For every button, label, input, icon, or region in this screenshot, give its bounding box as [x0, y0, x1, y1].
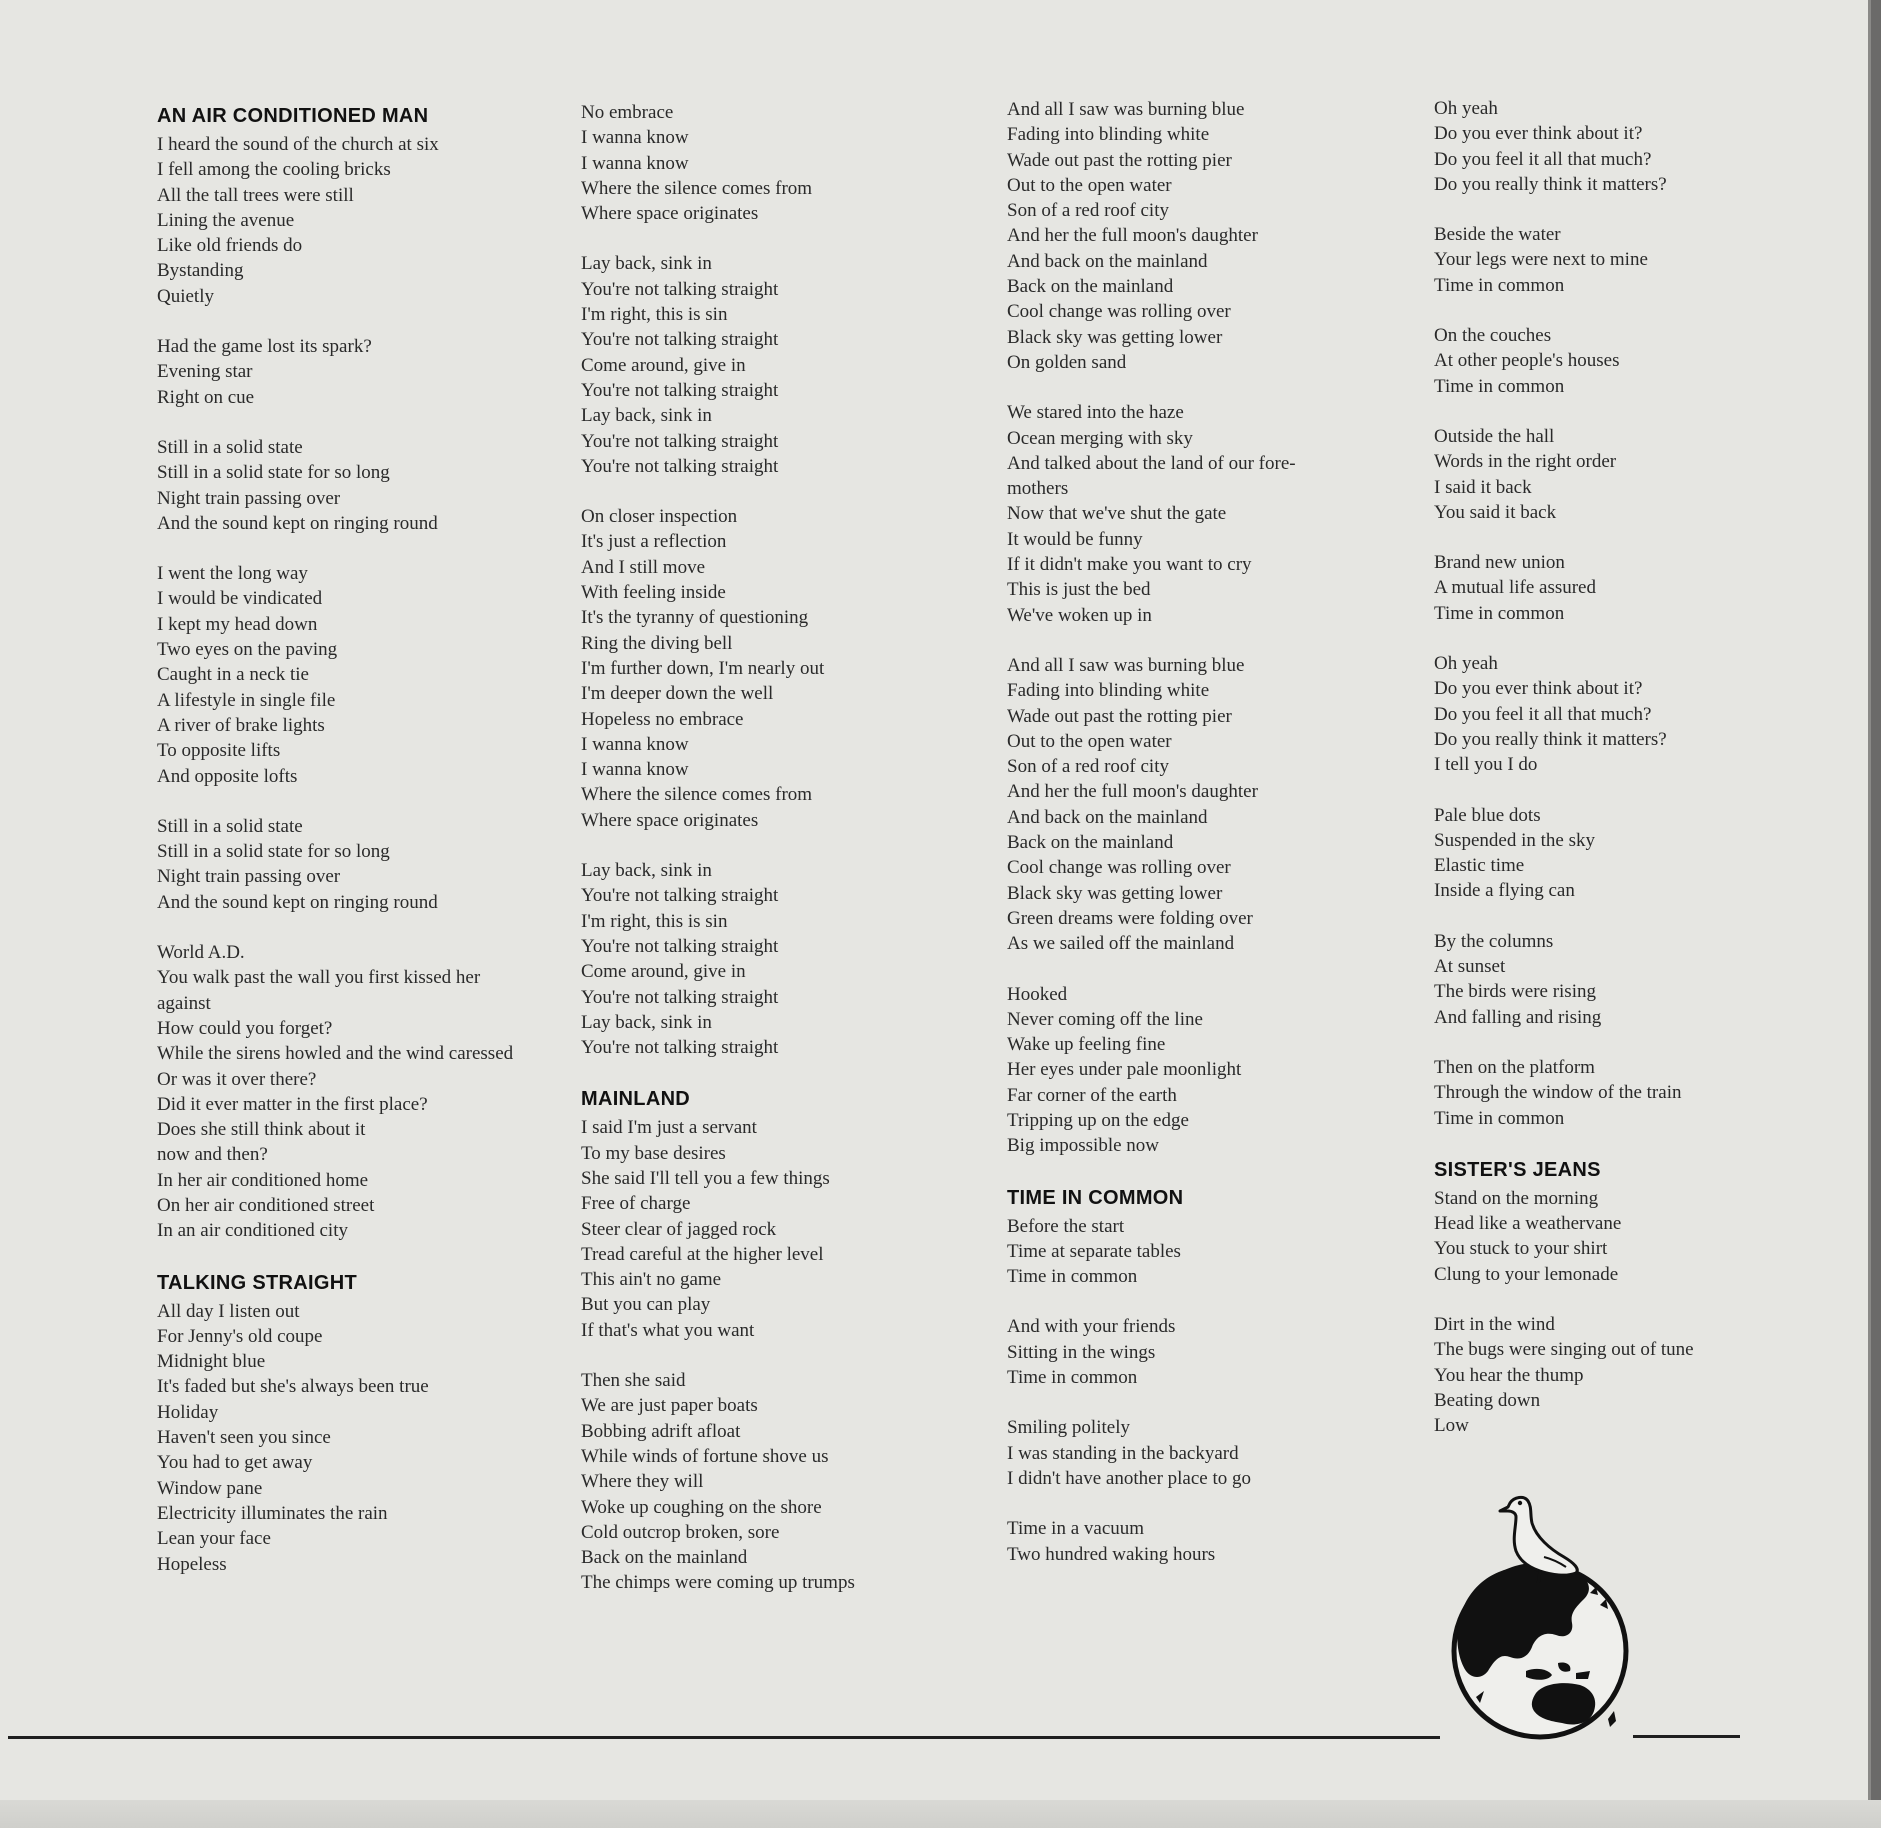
lyric-line: With feeling inside [581, 582, 726, 604]
stanza [581, 858, 941, 1060]
lyric-line: Black sky was getting lower [1007, 326, 1223, 348]
song-title-mainland: MAINLAND [581, 1088, 691, 1111]
song-title-air-conditioned-man: AN AIR CONDITIONED MAN [157, 105, 429, 127]
lyric-line: Hopeless no embrace [581, 708, 744, 730]
lyric-line: Still in a solid state for so long [157, 841, 390, 863]
lyric-line: I said it back [1434, 476, 1532, 498]
lyric-line: And back on the mainland [1007, 250, 1208, 272]
lyric-line: Back on the mainland [1007, 832, 1174, 854]
stanza [1434, 96, 1764, 197]
lyric-line: You're not talking straight [581, 885, 779, 907]
lyric-line: Does she still think about it [157, 1119, 366, 1141]
stanza [1007, 97, 1387, 375]
lyric-line: Cool change was rolling over [1007, 857, 1231, 879]
lyric-line: It would be funny [1007, 528, 1143, 550]
lyric-line: Smiling politely [1007, 1417, 1130, 1439]
song-title-sisters-jeans: SISTER'S JEANS [1434, 1158, 1601, 1181]
lyric-line: Lay back, sink in [581, 405, 712, 427]
lyric-line: Where space originates [581, 203, 759, 225]
lyric-line: Where space originates [581, 809, 759, 831]
stanza [581, 504, 941, 833]
lyric-line: I wanna know [581, 759, 689, 781]
lyric-line: You're not talking straight [581, 379, 779, 401]
lyric-line: If that's what you want [581, 1319, 755, 1341]
lyric-line: We are just paper boats [581, 1395, 758, 1417]
lyric-line: All day I listen out [157, 1300, 300, 1322]
lyric-line: This ain't no game [581, 1269, 722, 1291]
lyric-line: Head like a weathervane [1434, 1213, 1622, 1235]
lyric-line: At sunset [1434, 956, 1506, 978]
lyric-line: As we sailed off the mainland [1007, 933, 1235, 955]
lyric-line: Sitting in the wings [1007, 1341, 1156, 1363]
lyric-line: Midnight blue [157, 1351, 266, 1373]
lyric-line: Come around, give in [581, 961, 746, 983]
column-3 [1007, 97, 1387, 1589]
lyric-line: Time in common [1007, 1266, 1138, 1288]
lyric-line: You're not talking straight [581, 430, 779, 452]
lyric-line: Do you really think it matters? [1434, 728, 1667, 750]
lyric-line: Still in a solid state [157, 815, 303, 837]
lyric-line: You're not talking straight [581, 278, 779, 300]
stanza [1434, 929, 1764, 1030]
lyric-line: Time in common [1434, 274, 1565, 296]
lyric-line: And all I saw was burning blue [1007, 654, 1245, 676]
lyric-line: Quietly [157, 285, 214, 307]
lyric-line: I'm right, this is sin [581, 304, 728, 326]
stanza [581, 1368, 941, 1596]
lyric-line: Electricity illuminates the rain [157, 1502, 388, 1524]
lyric-line: I didn't have another place to go [1007, 1467, 1252, 1489]
lyric-line: The birds were rising [1434, 981, 1596, 1003]
lyric-line: The bugs were singing out of tune [1434, 1339, 1694, 1361]
lyric-line: I'm right, this is sin [581, 910, 728, 932]
lyric-line: I said I'm just a servant [581, 1117, 757, 1139]
lyric-line: now and then? [157, 1144, 268, 1166]
lyric-line: Lean your face [157, 1528, 271, 1550]
column-1 [157, 102, 517, 1599]
lyric-line: Green dreams were folding over [1007, 907, 1253, 929]
lyric-line: And talked about the land of our fore-mothers [1007, 452, 1296, 500]
lyric-line: At other people's houses [1434, 350, 1620, 372]
lyric-line: Her eyes under pale moonlight [1007, 1059, 1242, 1081]
lyric-line: Where they will [581, 1471, 704, 1493]
column-4 [1434, 96, 1764, 1460]
lyric-line: Bystanding [157, 260, 244, 282]
lyric-line: Time in a vacuum [1007, 1518, 1145, 1540]
stanza [1007, 1214, 1387, 1290]
lyric-line: We stared into the haze [1007, 402, 1184, 424]
lyric-line: Bobbing adrift afloat [581, 1420, 741, 1442]
lyric-line: You're not talking straight [581, 935, 779, 957]
lyric-line: And all I saw was burning blue [1007, 99, 1245, 120]
stanza [581, 100, 941, 226]
lyric-line: You walk past the wall you first kissed her against [157, 967, 481, 1014]
lyric-line: Steer clear of jagged rock [581, 1218, 777, 1240]
lyric-line: Where the silence comes from [581, 784, 813, 806]
lyric-line: You're not talking straight [581, 1037, 779, 1059]
lyric-line: Evening star [157, 361, 253, 383]
footer-rule-left [8, 1736, 1440, 1739]
stanza [1434, 1186, 1764, 1287]
lyric-line: Still in a solid state for so long [157, 462, 390, 484]
lyric-line: Before the start [1007, 1215, 1125, 1237]
lyric-line: Do you feel it all that much? [1434, 148, 1652, 170]
lyric-line: And the sound kept on ringing round [157, 512, 438, 534]
stanza [1434, 1312, 1764, 1438]
lyric-line: And falling and rising [1434, 1006, 1602, 1028]
lyric-line: Outside the hall [1434, 425, 1555, 447]
lyric-line: You're not talking straight [581, 455, 779, 477]
stanza [1007, 653, 1387, 957]
lyric-line: Do you ever think about it? [1434, 678, 1643, 700]
lyric-line: And I still move [581, 556, 706, 578]
lyric-line: Lay back, sink in [581, 860, 712, 882]
lyric-line: This is just the bed [1007, 579, 1151, 601]
lyric-line: Window pane [157, 1477, 263, 1499]
lyric-line: You're not talking straight [581, 329, 779, 351]
lyric-line: You're not talking straight [581, 986, 779, 1008]
lyric-line: Dirt in the wind [1434, 1313, 1555, 1335]
stanza [1434, 651, 1764, 777]
lyric-line: World A.D. [157, 942, 245, 964]
lyric-line: Stand on the morning [1434, 1187, 1599, 1209]
lyric-line: Fading into blinding white [1007, 124, 1210, 146]
lyric-line: On golden sand [1007, 351, 1127, 373]
lyric-line: Lay back, sink in [581, 1011, 712, 1033]
lyric-line: Wake up feeling fine [1007, 1034, 1166, 1056]
lyric-line: Still in a solid state [157, 436, 303, 458]
song-title-time-in-common: TIME IN COMMON [1007, 1186, 1184, 1209]
lyric-line: Two hundred waking hours [1007, 1543, 1216, 1565]
lyric-line: Do you really think it matters? [1434, 173, 1667, 195]
lyric-line: Haven't seen you since [157, 1427, 331, 1449]
lyric-line: Pale blue dots [1434, 804, 1541, 826]
lyric-line: Ocean merging with sky [1007, 427, 1193, 449]
lyric-line: You had to get away [157, 1452, 313, 1474]
globe-icon [1454, 1565, 1626, 1737]
lyric-line: I wanna know [581, 733, 689, 755]
lyric-line: I wanna know [581, 127, 689, 149]
lyric-line: Clung to your lemonade [1434, 1263, 1619, 1285]
lyric-line: Two eyes on the paving [157, 639, 338, 661]
lyric-line: Then she said [581, 1370, 686, 1392]
lyric-line: Now that we've shut the gate [1007, 503, 1227, 525]
lyric-line: Beside the water [1434, 224, 1561, 246]
lyric-line: Tripping up on the edge [1007, 1109, 1189, 1131]
lyric-line: And back on the mainland [1007, 806, 1208, 828]
stanza [1007, 1415, 1387, 1491]
lyric-line: Then on the platform [1434, 1056, 1595, 1078]
lyric-line: Out to the open water [1007, 174, 1172, 196]
lyric-line: Far corner of the earth [1007, 1084, 1177, 1106]
lyric-line: Brand new union [1434, 552, 1565, 574]
lyric-line: Cool change was rolling over [1007, 301, 1231, 323]
lyric-line: Night train passing over [157, 866, 341, 888]
stanza [157, 940, 517, 1244]
lyric-line: To opposite lifts [157, 740, 281, 762]
lyric-line: And the sound kept on ringing round [157, 891, 438, 913]
stanza [1007, 982, 1387, 1159]
lyric-line: Big impossible now [1007, 1135, 1160, 1157]
lyric-line: I kept my head down [157, 613, 318, 635]
lyric-line: How could you forget? [157, 1017, 333, 1039]
stanza [1434, 323, 1764, 399]
song-title-talking-straight: TALKING STRAIGHT [157, 1271, 357, 1294]
lyric-line: Hopeless [157, 1553, 227, 1575]
stanza [1007, 400, 1387, 628]
lyric-line: Your legs were next to mine [1434, 249, 1648, 271]
lyric-line: Elastic time [1434, 855, 1525, 877]
lyric-line: Caught in a neck tie [157, 664, 309, 686]
lyric-line: Do you feel it all that much? [1434, 703, 1652, 725]
lyric-line: By the columns [1434, 930, 1554, 952]
lyric-line: No embrace [581, 102, 674, 123]
lyric-line: Ring the diving bell [581, 632, 733, 654]
lyric-line: You hear the thump [1434, 1364, 1584, 1386]
lyric-line: It's the tyranny of questioning [581, 607, 809, 629]
lyric-line: Son of a red roof city [1007, 200, 1169, 222]
lyric-line: Or was it over there? [157, 1068, 317, 1090]
stanza [581, 251, 941, 479]
lyric-line: A lifestyle in single file [157, 689, 336, 711]
lyric-line: On closer inspection [581, 506, 738, 528]
lyric-line: Never coming off the line [1007, 1008, 1203, 1030]
lyric-line: Did it ever matter in the first place? [157, 1093, 428, 1115]
stanza [157, 435, 517, 536]
stanza [1434, 222, 1764, 298]
lyric-line: Time in common [1434, 375, 1565, 397]
lyric-line: I fell among the cooling bricks [157, 159, 391, 181]
lyric-line: All the tall trees were still [157, 184, 354, 206]
lyric-line: Time in common [1434, 602, 1565, 624]
lyric-line: The chimps were coming up trumps [581, 1572, 855, 1594]
lyric-line: Time in common [1007, 1367, 1138, 1389]
lyric-line: Holiday [157, 1401, 219, 1423]
lyric-line: You said it back [1434, 501, 1557, 523]
lyric-line: Wade out past the rotting pier [1007, 149, 1232, 171]
lyric-line: I'm further down, I'm nearly out [581, 657, 825, 679]
lyric-line: On her air conditioned street [157, 1194, 375, 1216]
stanza [581, 1115, 941, 1343]
lyric-line: Where the silence comes from [581, 177, 813, 199]
lyric-line: I tell you I do [1434, 754, 1538, 776]
lyric-line: We've woken up in [1007, 604, 1152, 626]
lyric-line: To my base desires [581, 1142, 726, 1164]
stanza [157, 814, 517, 915]
lyric-line: Tread careful at the higher level [581, 1243, 824, 1265]
lyric-line: And her the full moon's daughter [1007, 225, 1258, 247]
lyric-line: Lay back, sink in [581, 253, 712, 275]
lyric-line: A river of brake lights [157, 714, 325, 736]
lyric-line: I'm deeper down the well [581, 683, 774, 705]
lyric-line: Like old friends do [157, 235, 303, 257]
lyric-line: I was standing in the backyard [1007, 1442, 1239, 1464]
stanza [157, 132, 517, 309]
lyric-line: It's just a reflection [581, 531, 727, 553]
stanza [157, 561, 517, 789]
lyric-line: And her the full moon's daughter [1007, 781, 1258, 803]
lyric-line: You stuck to your shirt [1434, 1238, 1608, 1260]
lyric-line: Words in the right order [1434, 451, 1617, 473]
lyric-line: I went the long way [157, 563, 308, 585]
lyric-line: For Jenny's old coupe [157, 1325, 323, 1347]
stanza [1434, 424, 1764, 525]
lyric-line: Inside a flying can [1434, 880, 1575, 902]
lyric-line: Right on cue [157, 386, 255, 408]
lyric-line: Free of charge [581, 1193, 691, 1215]
lyric-line: She said I'll tell you a few things [581, 1167, 830, 1189]
lyric-line: It's faded but she's always been true [157, 1376, 429, 1398]
lyric-line: I heard the sound of the church at six [157, 134, 439, 155]
stanza [1434, 1055, 1764, 1131]
lyric-line: Black sky was getting lower [1007, 882, 1223, 904]
lyric-line: I wanna know [581, 152, 689, 174]
lyric-line: Do you ever think about it? [1434, 123, 1643, 145]
lyric-line: In an air conditioned city [157, 1220, 348, 1242]
stanza [1007, 1516, 1387, 1567]
lyric-line: Son of a red roof city [1007, 756, 1169, 778]
lyric-line: In her air conditioned home [157, 1169, 369, 1191]
lyric-line: On the couches [1434, 325, 1552, 347]
lyric-line: A mutual life assured [1434, 577, 1596, 599]
lyric-line: Through the window of the train [1434, 1082, 1682, 1104]
lyric-line: Fading into blinding white [1007, 680, 1210, 702]
lyric-line: Time at separate tables [1007, 1240, 1181, 1262]
lyric-line: Oh yeah [1434, 98, 1498, 119]
lyric-line: Beating down [1434, 1389, 1541, 1411]
lyric-line: But you can play [581, 1294, 711, 1316]
stanza [157, 1299, 517, 1577]
lyric-line: Had the game lost its spark? [157, 336, 372, 358]
lyric-line: While winds of fortune shove us [581, 1445, 829, 1467]
bird-on-globe-logo [1440, 1475, 1640, 1755]
footer-rule-right [1633, 1735, 1740, 1738]
stanza [1434, 803, 1764, 904]
lyric-line: If it didn't make you want to cry [1007, 554, 1252, 576]
stanza [1007, 1314, 1387, 1390]
stanza [1434, 550, 1764, 626]
lyric-line: Hooked [1007, 983, 1068, 1005]
lyric-line: Back on the mainland [1007, 276, 1174, 298]
lyric-line: Time in common [1434, 1107, 1565, 1129]
sheet-edge [0, 1800, 1881, 1828]
lyric-line: Oh yeah [1434, 653, 1498, 675]
lyric-line: I would be vindicated [157, 588, 323, 610]
lyric-line: Night train passing over [157, 487, 341, 509]
lyric-line: While the sirens howled and the wind caressed [157, 1043, 514, 1065]
lyric-line: Wade out past the rotting pier [1007, 705, 1232, 727]
lyric-line: Low [1434, 1415, 1469, 1437]
lyric-line: Come around, give in [581, 354, 746, 376]
lyric-line: Woke up coughing on the shore [581, 1496, 822, 1518]
lyric-line: And with your friends [1007, 1316, 1176, 1338]
lyric-line: Suspended in the sky [1434, 829, 1595, 851]
lyric-line: And opposite lofts [157, 765, 298, 787]
lyric-line: Back on the mainland [581, 1547, 748, 1569]
column-2 [581, 100, 941, 1618]
lyric-line: Cold outcrop broken, sore [581, 1521, 780, 1543]
lyric-line: Lining the avenue [157, 209, 295, 231]
stanza [157, 334, 517, 410]
lyric-line: Out to the open water [1007, 730, 1172, 752]
